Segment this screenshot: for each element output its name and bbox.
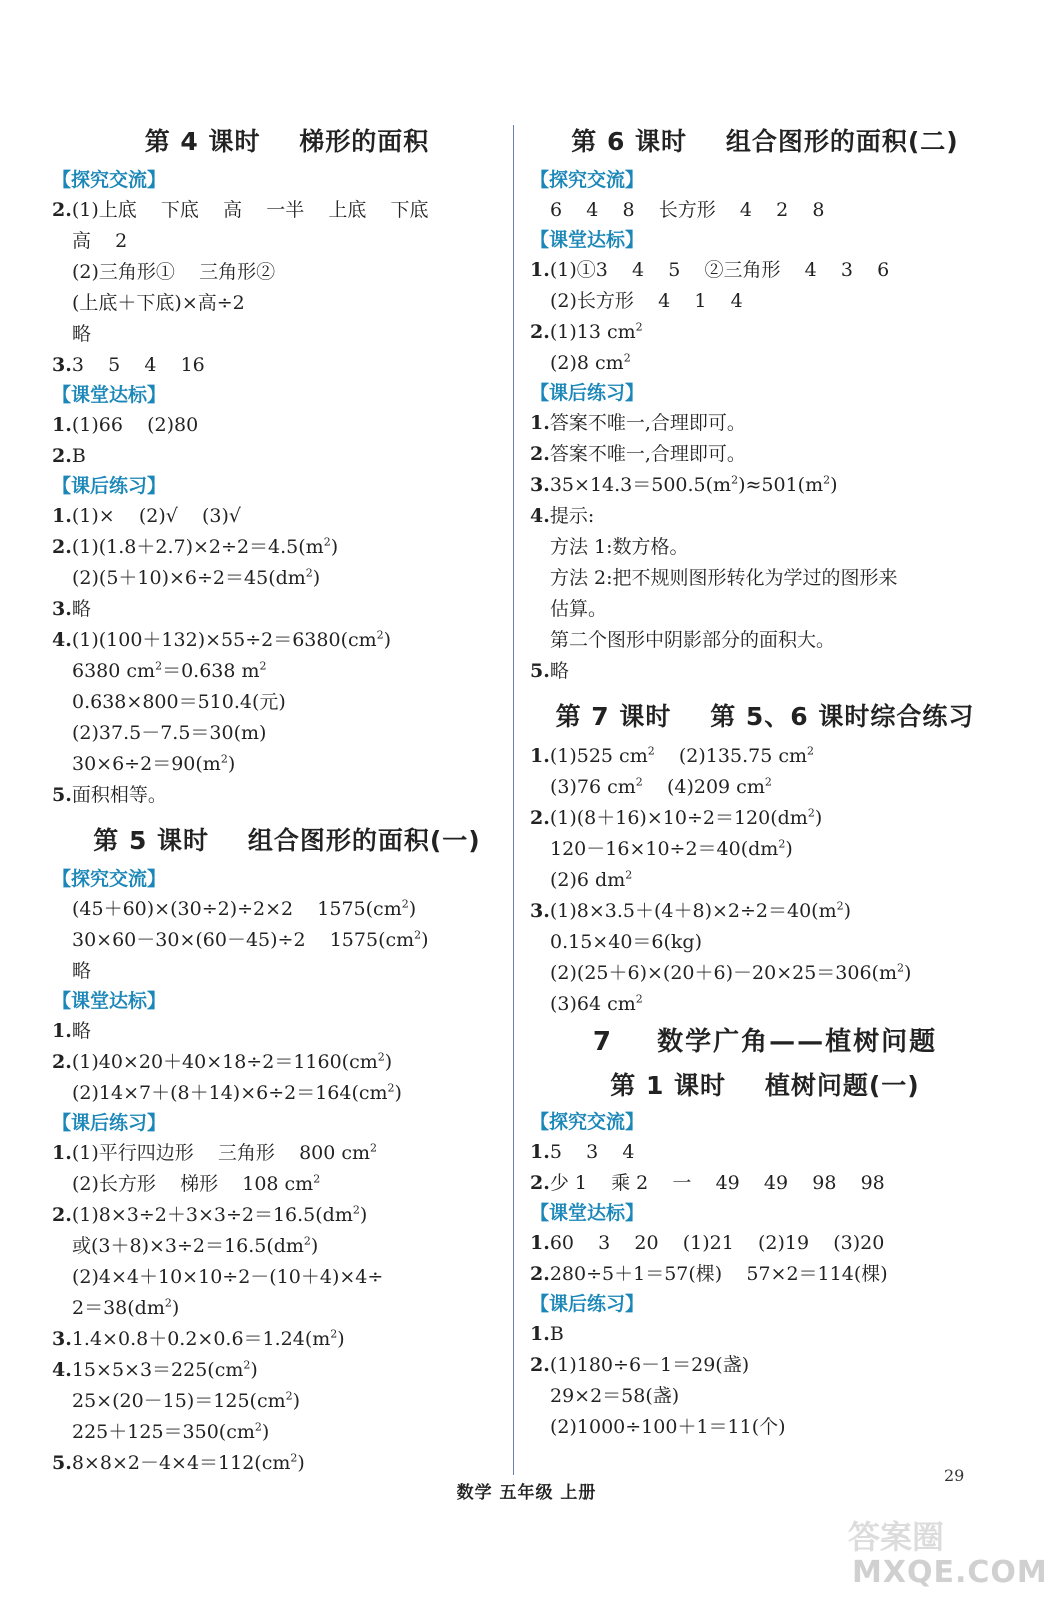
answer-text: 30×60－30×(60－45)÷2 $1575(cm^2)$ bbox=[72, 928, 429, 951]
column-divider bbox=[513, 125, 514, 1475]
section-tag: 【探究交流】 bbox=[530, 1111, 645, 1133]
question-number: 1. bbox=[530, 745, 550, 767]
question-number: 3. bbox=[530, 900, 550, 922]
answer-line bbox=[52, 1448, 522, 1479]
watermark-logo-text: 答案圈 bbox=[848, 1518, 945, 1556]
answer-line bbox=[530, 532, 1000, 563]
answer-text: (2)8 $cm^2$ bbox=[550, 351, 631, 374]
section-tag: 【课后练习】 bbox=[530, 382, 645, 404]
answer-line bbox=[52, 288, 522, 319]
answer-line bbox=[52, 780, 522, 811]
question-number: 2. bbox=[530, 807, 550, 829]
answer-line bbox=[530, 741, 1000, 772]
chapter-heading: 7 数学广角——植树问题 bbox=[592, 1027, 938, 1057]
lesson-heading: 第 5 课时 组合图形的面积(一) bbox=[93, 826, 481, 855]
answer-text: $25\times(20-15)=125(cm^2)$ bbox=[72, 1389, 301, 1412]
answer-line bbox=[530, 958, 1000, 989]
answer-text: (1)13 $cm^2$ bbox=[549, 320, 643, 343]
answer-line bbox=[530, 656, 1000, 687]
answer-text: 6 4 8 长方形 4 2 8 bbox=[550, 199, 825, 221]
answer-text: $8\times 8\times 2-4\times 4=112(cm^2)$ bbox=[71, 1451, 305, 1474]
answer-text: (1)平行四边形 三角形 800 $cm^2$ bbox=[71, 1141, 378, 1164]
answer-text: 答案不唯一,合理即可。 bbox=[549, 443, 746, 465]
answer-text: B bbox=[549, 1323, 564, 1345]
section-tag: 【课堂达标】 bbox=[52, 990, 167, 1012]
answer-text: 估算。 bbox=[550, 598, 608, 620]
answer-line bbox=[52, 532, 522, 563]
question-number: 2. bbox=[530, 1354, 550, 1376]
answer-text: (2)1000÷100＋1＝11(个) bbox=[550, 1416, 786, 1438]
section-tag: 【课堂达标】 bbox=[52, 384, 167, 406]
answer-text: (2)长方形 4 1 4 bbox=[550, 290, 743, 312]
answer-line bbox=[52, 1355, 522, 1386]
answer-line bbox=[52, 718, 522, 749]
answer-line bbox=[530, 1350, 1000, 1381]
question-number: 3. bbox=[52, 1328, 72, 1350]
section-tag: 【课后练习】 bbox=[530, 1293, 645, 1315]
answer-line bbox=[530, 803, 1000, 834]
section-tag: 【探究交流】 bbox=[52, 169, 167, 191]
answer-text: $(1)(100+132)\times 55\div 2=6380(cm^2)$ bbox=[71, 628, 392, 651]
answer-text: (1)525 $cm^2$ (2)135.75 $cm^2$ bbox=[549, 744, 814, 767]
answer-line bbox=[52, 441, 522, 472]
answer-text: $30\times 6\div 2=90(m^2)$ bbox=[72, 752, 236, 775]
answer-line bbox=[530, 1259, 1000, 1290]
answer-text: (45＋60)×(30÷2)÷2×2 $1575(cm^2)$ bbox=[72, 897, 417, 920]
question-number: 1. bbox=[52, 505, 72, 527]
watermark-url: MXQE.COM bbox=[852, 1555, 1048, 1590]
answer-line bbox=[52, 1417, 522, 1448]
section-tag: 【课后练习】 bbox=[52, 1112, 167, 1134]
answer-text: $(2)14\times 7+(8+14)\times 6\div 2=164(cm^2)$ bbox=[72, 1081, 402, 1104]
answer-line bbox=[52, 350, 522, 381]
answer-text: $(1)(8+16)\times 10\div 2=120(dm^2)$ bbox=[549, 806, 823, 829]
answer-text: (1)上底 下底 高 一半 上底 下底 bbox=[71, 199, 429, 221]
question-number: 2. bbox=[52, 536, 72, 558]
question-number: 1. bbox=[52, 414, 72, 436]
answer-text: (2)6 $dm^2$ bbox=[550, 868, 633, 891]
answer-line bbox=[52, 594, 522, 625]
answer-line bbox=[530, 865, 1000, 896]
left-column bbox=[52, 112, 522, 1479]
question-number: 4. bbox=[52, 629, 72, 651]
answer-text: $2=38(dm^2)$ bbox=[72, 1296, 180, 1319]
answer-text: 略 bbox=[549, 660, 569, 682]
answer-text: 答案不唯一,合理即可。 bbox=[549, 412, 746, 434]
answer-line bbox=[530, 439, 1000, 470]
answer-text: (1)180÷6－1＝29(盏) bbox=[549, 1354, 750, 1376]
answer-text: 5 3 4 bbox=[549, 1141, 635, 1163]
question-number: 2. bbox=[530, 443, 550, 465]
question-number: 4. bbox=[52, 1359, 72, 1381]
question-number: 2. bbox=[52, 199, 72, 221]
page-number: 29 bbox=[944, 1466, 965, 1485]
question-number: 2. bbox=[52, 1051, 72, 1073]
answer-line bbox=[52, 894, 522, 925]
answer-text: (1)× (2)√ (3)√ bbox=[71, 505, 242, 527]
answer-line bbox=[52, 1231, 522, 1262]
answer-text: 6380 $cm^2=0.638$ $m^2$ bbox=[72, 659, 267, 682]
question-number: 1. bbox=[530, 1232, 550, 1254]
question-number: 1. bbox=[530, 1323, 550, 1345]
answer-line bbox=[530, 1381, 1000, 1412]
question-number: 1. bbox=[52, 1020, 72, 1042]
answer-text: (2)4×4＋10×10÷2－(10＋4)×4÷ bbox=[72, 1266, 384, 1288]
question-number: 4. bbox=[530, 505, 550, 527]
answer-line bbox=[530, 834, 1000, 865]
right-column bbox=[530, 112, 1000, 1443]
answer-text: 或$(3+8)\times 3\div 2=16.5(dm^2)$ bbox=[72, 1234, 319, 1257]
answer-text: 提示: bbox=[549, 505, 595, 527]
answer-line bbox=[52, 1324, 522, 1355]
answer-text: $(1)8\times 3\div 2+3\times 3\div 2=16.5(dm^2)$ bbox=[71, 1203, 368, 1226]
answer-line bbox=[52, 226, 522, 257]
question-number: 3. bbox=[530, 474, 550, 496]
question-number: 2. bbox=[52, 1204, 72, 1226]
lesson-heading: 第 6 课时 组合图形的面积(二) bbox=[571, 127, 959, 156]
answer-line bbox=[52, 501, 522, 532]
answer-line bbox=[530, 317, 1000, 348]
question-number: 1. bbox=[530, 412, 550, 434]
answer-text: $(1)40\times 20+40\times 18\div 2=1160(cm^2)$ bbox=[71, 1050, 393, 1073]
section-tag: 【课后练习】 bbox=[52, 475, 167, 497]
answer-line bbox=[52, 625, 522, 656]
answer-line bbox=[52, 1047, 522, 1078]
answer-text: $15\times 5\times 3=225(cm^2)$ bbox=[71, 1358, 258, 1381]
answer-line bbox=[530, 772, 1000, 803]
answer-text: $(2)(5+10)\times 6\div 2=45(dm^2)$ bbox=[72, 566, 321, 589]
lesson-heading: 第 1 课时 植树问题(一) bbox=[610, 1071, 920, 1100]
question-number: 2. bbox=[530, 1172, 550, 1194]
answer-text: $35\times 14.3=500.5(m^2)\approx 501(m^2)$ bbox=[549, 473, 838, 496]
answer-line bbox=[52, 925, 522, 956]
answer-line bbox=[530, 927, 1000, 958]
answer-text: $(1)(1.8+2.7)\times 2\div 2=4.5(m^2)$ bbox=[71, 535, 339, 558]
answer-line bbox=[52, 1386, 522, 1417]
answer-line bbox=[52, 257, 522, 288]
answer-line bbox=[52, 1200, 522, 1231]
answer-line bbox=[530, 408, 1000, 439]
answer-line bbox=[52, 195, 522, 226]
lesson-heading: 第 7 课时 第 5、6 课时综合练习 bbox=[555, 702, 975, 731]
answer-line bbox=[530, 1137, 1000, 1168]
answer-text: 略 bbox=[72, 960, 92, 982]
answer-line bbox=[530, 348, 1000, 379]
answer-line bbox=[52, 687, 522, 718]
answer-line bbox=[530, 594, 1000, 625]
answer-text: 少 1 乘 2 一 49 49 98 98 bbox=[549, 1172, 885, 1194]
answer-line bbox=[52, 1169, 522, 1200]
question-number: 5. bbox=[530, 660, 550, 682]
answer-text: 第二个图形中阴影部分的面积大。 bbox=[550, 629, 836, 651]
section-tag: 【课堂达标】 bbox=[530, 1202, 645, 1224]
answer-text: (上底＋下底)×高÷2 bbox=[72, 292, 245, 314]
answer-line bbox=[52, 1078, 522, 1109]
question-number: 5. bbox=[52, 784, 72, 806]
answer-text: B bbox=[71, 445, 86, 467]
answer-text: 0.638×800＝510.4(元) bbox=[72, 691, 286, 713]
question-number: 3. bbox=[52, 598, 72, 620]
answer-line bbox=[52, 1293, 522, 1324]
answer-text: 方法 1:数方格。 bbox=[550, 536, 689, 558]
answer-text: 3 5 4 16 bbox=[71, 354, 205, 376]
answer-text: 略 bbox=[71, 1020, 91, 1042]
answer-line bbox=[530, 1319, 1000, 1350]
answer-line bbox=[530, 286, 1000, 317]
section-tag: 【探究交流】 bbox=[530, 169, 645, 191]
answer-text: (2)37.5－7.5＝30(m) bbox=[72, 722, 267, 744]
answer-line bbox=[530, 625, 1000, 656]
answer-text: (3)76 $cm^2$ (4)209 $cm^2$ bbox=[550, 775, 772, 798]
answer-line bbox=[530, 255, 1000, 286]
answer-line bbox=[530, 195, 1000, 226]
answer-text: 面积相等。 bbox=[71, 784, 167, 806]
answer-line bbox=[52, 563, 522, 594]
answer-line bbox=[52, 1138, 522, 1169]
answer-line bbox=[530, 563, 1000, 594]
answer-line bbox=[52, 1016, 522, 1047]
answer-text: $225+125=350(cm^2)$ bbox=[72, 1420, 270, 1443]
answer-text: 略 bbox=[71, 598, 91, 620]
answer-text: (2)三角形① 三角形② bbox=[72, 261, 276, 283]
question-number: 5. bbox=[52, 1452, 72, 1474]
answer-text: 高 2 bbox=[72, 230, 128, 252]
answer-line bbox=[530, 896, 1000, 927]
answer-text: 60 3 20 (1)21 (2)19 (3)20 bbox=[549, 1232, 885, 1254]
answer-text: $120-16\times 10\div 2=40(dm^2)$ bbox=[550, 837, 793, 860]
answer-line bbox=[530, 1228, 1000, 1259]
answer-line bbox=[52, 1262, 522, 1293]
answer-line bbox=[530, 989, 1000, 1020]
answer-text: 方法 2:把不规则图形转化为学过的图形来 bbox=[550, 567, 898, 589]
page-footer: 数学 五年级 上册 bbox=[456, 1483, 597, 1503]
answer-text: (1)①3 4 5 ②三角形 4 3 6 bbox=[549, 259, 890, 281]
answer-line bbox=[52, 410, 522, 441]
answer-line bbox=[52, 749, 522, 780]
answer-text: $1.4\times 0.8+0.2\times 0.6=1.24(m^2)$ bbox=[71, 1327, 345, 1350]
question-number: 1. bbox=[52, 1142, 72, 1164]
answer-line bbox=[530, 470, 1000, 501]
section-tag: 【课堂达标】 bbox=[530, 229, 645, 251]
section-tag: 【探究交流】 bbox=[52, 868, 167, 890]
question-number: 2. bbox=[52, 445, 72, 467]
answer-line bbox=[52, 956, 522, 987]
answer-line bbox=[52, 656, 522, 687]
answer-text: 0.15×40＝6(kg) bbox=[550, 931, 702, 953]
question-number: 1. bbox=[530, 259, 550, 281]
answer-line bbox=[530, 1412, 1000, 1443]
answer-line bbox=[530, 501, 1000, 532]
answer-text: $(1)8\times 3.5+(4+8)\times 2\div 2=40(m^2)$ bbox=[549, 899, 852, 922]
answer-line bbox=[52, 319, 522, 350]
question-number: 1. bbox=[530, 1141, 550, 1163]
answer-text: 280÷5＋1＝57(棵) 57×2＝114(棵) bbox=[549, 1263, 888, 1285]
answer-text: (3)64 $cm^2$ bbox=[550, 992, 643, 1015]
lesson-heading: 第 4 课时 梯形的面积 bbox=[144, 127, 430, 156]
question-number: 2. bbox=[530, 1263, 550, 1285]
answer-text: 29×2＝58(盏) bbox=[550, 1385, 680, 1407]
answer-text: (2)长方形 梯形 108 $cm^2$ bbox=[72, 1172, 321, 1195]
answer-text: (1)66 (2)80 bbox=[71, 414, 199, 436]
question-number: 3. bbox=[52, 354, 72, 376]
question-number: 2. bbox=[530, 321, 550, 343]
answer-text: 略 bbox=[72, 323, 92, 345]
answer-text: $(2)(25+6)\times(20+6)-20\times 25=306(m^2)$ bbox=[550, 961, 912, 984]
answer-line bbox=[530, 1168, 1000, 1199]
